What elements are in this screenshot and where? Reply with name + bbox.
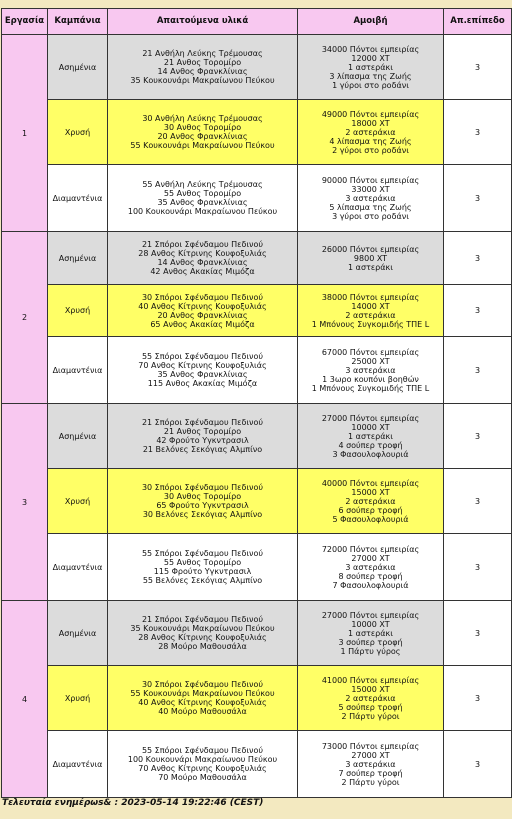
material-item: 115 Ανθος Ακακίας Μιμόζα [147,379,258,388]
material-item: 115 Φρούτο Υγκντρασιλ [153,567,252,576]
campaign-cell: Χρυσή [48,666,108,731]
reward-item: 4 λίπασμα της Ζωής [329,136,412,146]
table-row [2,469,512,534]
reward-item: 2 αστεράκια [345,310,396,320]
reward-item: 5 Φασουλοφλουριά [332,514,409,524]
material-item: 55 Σπόροι Σφένδαμου Πεδινού [141,549,264,558]
material-item: 35 Κουκουνάρι Μακραίωνου Πεύκου [130,624,275,633]
quests-table [1,8,512,798]
reward-item: 2 αστεράκια [345,496,396,506]
task-number: 2 [2,232,48,404]
material-item: 30 Σπόροι Σφένδαμου Πεδινού [141,483,264,492]
reward-item: 27000 XT [351,750,390,760]
material-item: 55 Κουκουνάρι Μακραίωνου Πεύκου [130,141,275,150]
material-item: 42 Ανθος Ακακίας Μιμόζα [150,267,255,276]
header-campaign: Καμπάνια [48,9,108,35]
material-item: 28 Ανθος Κίτρινης Κουφοξυλιάς [138,249,267,258]
reward-item: 73000 Πόντοι εμπειρίας [321,741,420,751]
reward-cell [298,165,444,232]
header-task: Εργασία [2,9,48,35]
campaign-cell: Διαμαντένια [48,165,108,232]
material-item: 55 Βελόνες Σεκόγιας Αλμπίνο [142,576,263,585]
material-item: 55 Σπόροι Σφένδαμου Πεδινού [141,352,264,361]
reward-item: 72000 Πόντοι εμπειρίας [321,544,420,554]
reward-item: 12000 XT [351,53,390,63]
campaign-cell: Διαμαντένια [48,731,108,798]
level-cell: 3 [444,100,512,165]
reward-item: 26000 Πόντοι εμπειρίας [321,244,420,254]
material-item: 35 Κουκουνάρι Μακραίωνου Πεύκου [130,76,275,85]
table-row [2,601,512,666]
material-item: 65 Ανθος Ακακίας Μιμόζα [150,319,255,329]
reward-item: 1 γύροι στο ροδάνι [332,80,409,90]
reward-item: 3 Φασουλοφλουριά [332,449,409,459]
reward-item: 15000 XT [351,684,390,694]
material-item: 65 Φρούτο Υγκντρασιλ [156,501,249,510]
material-item: 35 Ανθος Φρανκλίνιας [157,198,248,207]
reward-item: 1 Μπόνους Συγκομιδής ΤΠΕ L [311,319,430,329]
reward-item: 27000 Πόντοι εμπειρίας [321,413,420,423]
material-item: 14 Ανθος Φρανκλίνιας [157,67,248,76]
campaign-cell: Διαμαντένια [48,534,108,601]
reward-item: 1 αστεράκι [348,628,393,638]
reward-item: 2 αστεράκια [345,693,396,703]
reward-item: 9800 XT [353,253,388,263]
reward-item: 3 αστεράκια [345,759,396,769]
campaign-cell: Χρυσή [48,285,108,337]
reward-cell [298,601,444,666]
material-item: 20 Ανθος Φρανκλίνιας [157,310,248,320]
reward-item: 3 σούπερ τροφή [338,637,403,647]
material-item: 70 Ανθος Κίτρινης Κουφοξυλιάς [138,764,267,773]
reward-item: 25000 XT [351,356,390,366]
reward-item: 3 γύροι στο ροδάνι [332,211,409,221]
level-cell: 3 [444,404,512,469]
reward-item: 4 σούπερ τροφή [338,440,403,450]
campaign-cell: Χρυσή [48,100,108,165]
materials-cell [108,35,298,100]
level-cell: 3 [444,165,512,232]
reward-cell [298,337,444,404]
material-item: 21 Ανθος Τορομίρο [163,427,242,436]
level-cell: 3 [444,666,512,731]
reward-item: 27000 Πόντοι εμπειρίας [321,610,420,620]
header-level: Απ.επίπεδο [444,9,512,35]
header-row [2,9,512,35]
materials-cell [108,165,298,232]
material-item: 28 Μούρο Μαθουσάλα [158,642,247,651]
reward-item: 1 αστεράκι [348,431,393,441]
material-item: 30 Ανθος Τορομίρο [163,123,242,132]
material-item: 28 Ανθος Κίτρινης Κουφοξυλιάς [138,633,267,642]
level-cell: 3 [444,601,512,666]
reward-cell [298,666,444,731]
reward-item: 7 Φασουλοφλουριά [332,580,409,590]
material-item: 55 Σπόροι Σφένδαμου Πεδινού [141,746,264,755]
materials-cell [108,232,298,285]
campaign-cell: Ασημένια [48,404,108,469]
material-item: 40 Ανθος Κίτρινης Κουφοξυλιάς [138,698,267,707]
task-number: 1 [2,35,48,232]
material-item: 21 Βελόνες Σεκόγιας Αλμπίνο [142,445,263,454]
reward-item: 2 Πάρτυ γύροι [341,777,400,787]
reward-item: 18000 XT [351,118,390,128]
material-item: 20 Ανθος Φρανκλίνιας [157,132,248,141]
reward-item: 3 λίπασμα της Ζωής [329,71,412,81]
material-item: 35 Ανθος Φρανκλίνιας [157,370,248,379]
reward-item: 34000 Πόντοι εμπειρίας [321,44,420,54]
table-row [2,534,512,601]
reward-item: 38000 Πόντοι εμπειρίας [321,292,420,302]
materials-cell [108,100,298,165]
campaign-cell: Ασημένια [48,35,108,100]
reward-cell [298,731,444,798]
material-item: 100 Κουκουνάρι Μακραίωνου Πεύκου [127,207,278,216]
material-item: 55 Κουκουνάρι Μακραίωνου Πεύκου [130,689,275,698]
campaign-cell: Ασημένια [48,601,108,666]
last-updated: Τελευταία ενημέρωs& : 2023-05-14 19:22:46 (CEST) [2,798,264,808]
level-cell: 3 [444,232,512,285]
material-item: 70 Ανθος Κίτρινης Κουφοξυλιάς [138,361,267,370]
table-row [2,35,512,100]
reward-cell [298,285,444,337]
level-cell: 3 [444,337,512,404]
header-materials: Απαιτούμενα υλικά [108,9,298,35]
reward-cell [298,469,444,534]
reward-item: 90000 Πόντοι εμπειρίας [321,175,420,185]
material-item: 100 Κουκουνάρι Μακραίωνου Πεύκου [127,755,278,764]
reward-item: 1 αστεράκι [348,62,393,72]
reward-item: 27000 XT [351,553,390,563]
reward-item: 5 σούπερ τροφή [338,702,403,712]
table-row [2,666,512,731]
reward-item: 1 Πάρτυ γύρος [340,646,401,656]
reward-item: 1 αστεράκι [348,262,393,272]
materials-cell [108,601,298,666]
material-item: 70 Μούρο Μαθουσάλα [158,773,247,782]
level-cell: 3 [444,35,512,100]
reward-item: 2 Πάρτυ γύροι [341,711,400,721]
reward-item: 3 αστεράκια [345,365,396,375]
reward-item: 14000 XT [351,301,390,311]
reward-item: 41000 Πόντοι εμπειρίας [321,675,420,685]
reward-cell [298,404,444,469]
material-item: 21 Σπόροι Σφένδαμου Πεδινού [141,418,264,427]
table-row [2,100,512,165]
material-item: 21 Σπόροι Σφένδαμου Πεδινού [141,240,264,249]
reward-item: 5 λίπασμα της Ζωής [329,202,412,212]
material-item: 42 Φρούτο Υγκντρασιλ [156,436,249,445]
material-item: 55 Ανθήλη Λεύκης Τρέμουσας [142,180,263,189]
material-item: 14 Ανθος Φρανκλίνιας [157,258,248,267]
material-item: 21 Ανθος Τορομίρο [163,58,242,67]
reward-item: 67000 Πόντοι εμπειρίας [321,347,420,357]
reward-item: 15000 XT [351,487,390,497]
reward-item: 10000 XT [351,422,390,432]
task-number: 3 [2,404,48,601]
reward-item: 10000 XT [351,619,390,629]
table-row [2,285,512,337]
materials-cell [108,666,298,731]
reward-item: 1 3ωρο κουπόνι βοηθών [322,374,419,384]
reward-item: 3 αστεράκια [345,562,396,572]
materials-cell [108,285,298,337]
table-row [2,232,512,285]
material-item: 30 Ανθήλη Λεύκης Τρέμουσας [142,114,263,123]
reward-item: 2 αστεράκια [345,127,396,137]
reward-cell [298,534,444,601]
material-item: 30 Σπόροι Σφένδαμου Πεδινού [141,680,264,689]
reward-item: 2 γύροι στο ροδάνι [332,145,409,155]
material-item: 40 Ανθος Κίτρινης Κουφοξυλιάς [138,301,267,311]
material-item: 40 Μούρο Μαθουσάλα [158,707,247,716]
materials-cell [108,469,298,534]
material-item: 21 Ανθήλη Λεύκης Τρέμουσας [142,49,263,58]
level-cell: 3 [444,731,512,798]
reward-item: 3 αστεράκια [345,193,396,203]
level-cell: 3 [444,469,512,534]
level-cell: 3 [444,534,512,601]
reward-item: 40000 Πόντοι εμπειρίας [321,478,420,488]
material-item: 55 Ανθος Τορομίρο [163,189,242,198]
campaign-cell: Διαμαντένια [48,337,108,404]
reward-item: 6 σούπερ τροφή [338,505,403,515]
table-row [2,731,512,798]
table-row [2,404,512,469]
campaign-cell: Ασημένια [48,232,108,285]
table-row [2,337,512,404]
task-number: 4 [2,601,48,798]
material-item: 21 Σπόροι Σφένδαμου Πεδινού [141,615,264,624]
reward-cell [298,35,444,100]
materials-cell [108,731,298,798]
materials-cell [108,534,298,601]
reward-item: 8 σούπερ τροφή [338,571,403,581]
materials-cell [108,337,298,404]
header-reward: Αμοιβή [298,9,444,35]
material-item: 55 Ανθος Τορομίρο [163,558,242,567]
level-cell: 3 [444,285,512,337]
reward-item: 33000 XT [351,184,390,194]
quest-body [2,35,512,798]
table-row [2,165,512,232]
materials-cell [108,404,298,469]
reward-cell [298,232,444,285]
reward-item: 7 σούπερ τροφή [338,768,403,778]
campaign-cell: Χρυσή [48,469,108,534]
reward-item: 1 Μπόνους Συγκομιδής ΤΠΕ L [311,383,430,393]
reward-cell [298,100,444,165]
material-item: 30 Βελόνες Σεκόγιας Αλμπίνο [142,510,263,519]
material-item: 30 Ανθος Τορομίρο [163,492,242,501]
reward-item: 49000 Πόντοι εμπειρίας [321,109,420,119]
material-item: 30 Σπόροι Σφένδαμου Πεδινού [141,292,264,302]
